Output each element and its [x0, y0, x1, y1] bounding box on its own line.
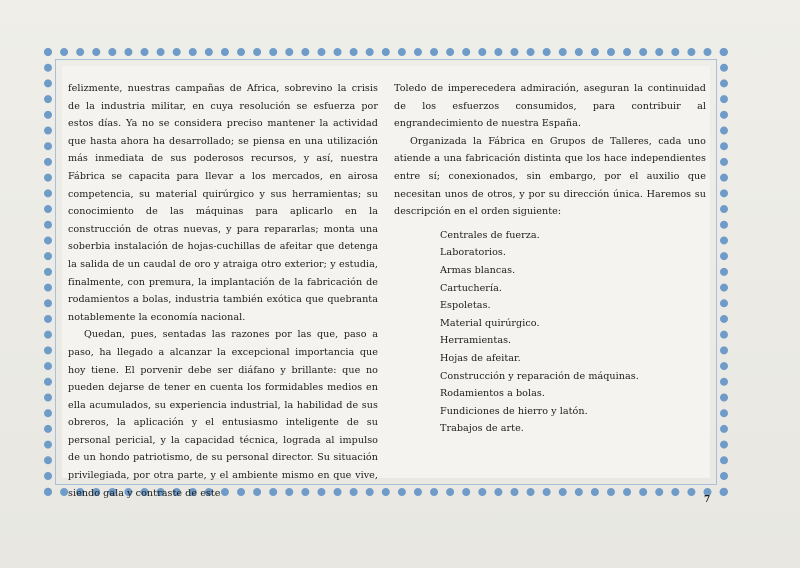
left-paragraph-1: felizmente, nuestras campañas de Africa, sobrevino la crisis de la industria militar, en cuya resolución se esfuerza por estos días. Ya no se considera preciso mantener la actividad que hasta ahora ha desarrollado; se piensa en una utilización más inmediata de sus poderosos recursos, y así, nuestra Fábrica se capacita para llevar a los mercados, en airosa competencia, su material quirúrgico y sus herramientas; su conocimiento de las máquinas para aplicarlo en la construcción de otras nuevas, y para repararlas; monta una soberbia instalación de hojas-cuchillas de afeitar que detenga la salida de un caudal de oro y atraiga otro exterior; y estudia, finalmente, con premura, la implantación de la fabricación de rodamientos a bolas, industria también exótica que quebranta notablemente la economía nacional.: [68, 83, 378, 323]
list-item: Construcción y reparación de máquinas.: [440, 370, 639, 382]
left-column: [68, 80, 378, 502]
right-paragraph-1: Toledo de imperecedera admiración, aseguran la continuidad de los esfuerzos consumidos, para contribuir al engrandecimiento de nuestra España.: [394, 83, 706, 130]
list-item: Material quirúrgico.: [440, 317, 540, 329]
list-item: Herramientas.: [440, 335, 512, 347]
right-column: [394, 80, 706, 438]
list-item: Trabajos de arte.: [440, 423, 524, 435]
list-item: Centrales de fuerza.: [440, 229, 540, 241]
list-item: Fundiciones de hierro y latón.: [440, 405, 588, 417]
page-number: 7: [704, 495, 711, 505]
list-item: Rodamientos a bolas.: [440, 388, 545, 400]
list-item: Hojas de afeitar.: [440, 352, 521, 364]
list-item: Armas blancas.: [440, 264, 516, 276]
list-item: Espoletas.: [440, 300, 491, 312]
workshop-list: [394, 227, 706, 438]
list-item: Laboratorios.: [440, 247, 506, 259]
right-paragraph-2: Organizada la Fábrica en Grupos de Talleres, cada uno atiende a una fabricación distinta que los hace independientes entre sí; conexionados, sin embargo, por el auxilio que necesitan unos de otros, y por su dirección única. Haremos su descripción en el orden siguiente:: [394, 135, 706, 218]
left-paragraph-2: Quedan, pues, sentadas las razones por las que, paso a paso, ha llegado a alcanzar la excepcional importancia que hoy tiene. El porvenir debe ser diáfano y brillante: que no pueden dejarse de tener en cuenta los formidables medios en ella acumulados, su experiencia industrial, la habilidad de sus obreros, la aplicación y el entusiasmo inteligente de su personal pericial, y la capacidad técnica, lograda al impulso de un hondo patriotismo, de su personal director. Su situación privilegiada, por otra parte, y el ambiente mismo en que vive, siendo gala y contraste de este: [68, 329, 378, 499]
list-item: Cartuchería.: [440, 282, 502, 294]
